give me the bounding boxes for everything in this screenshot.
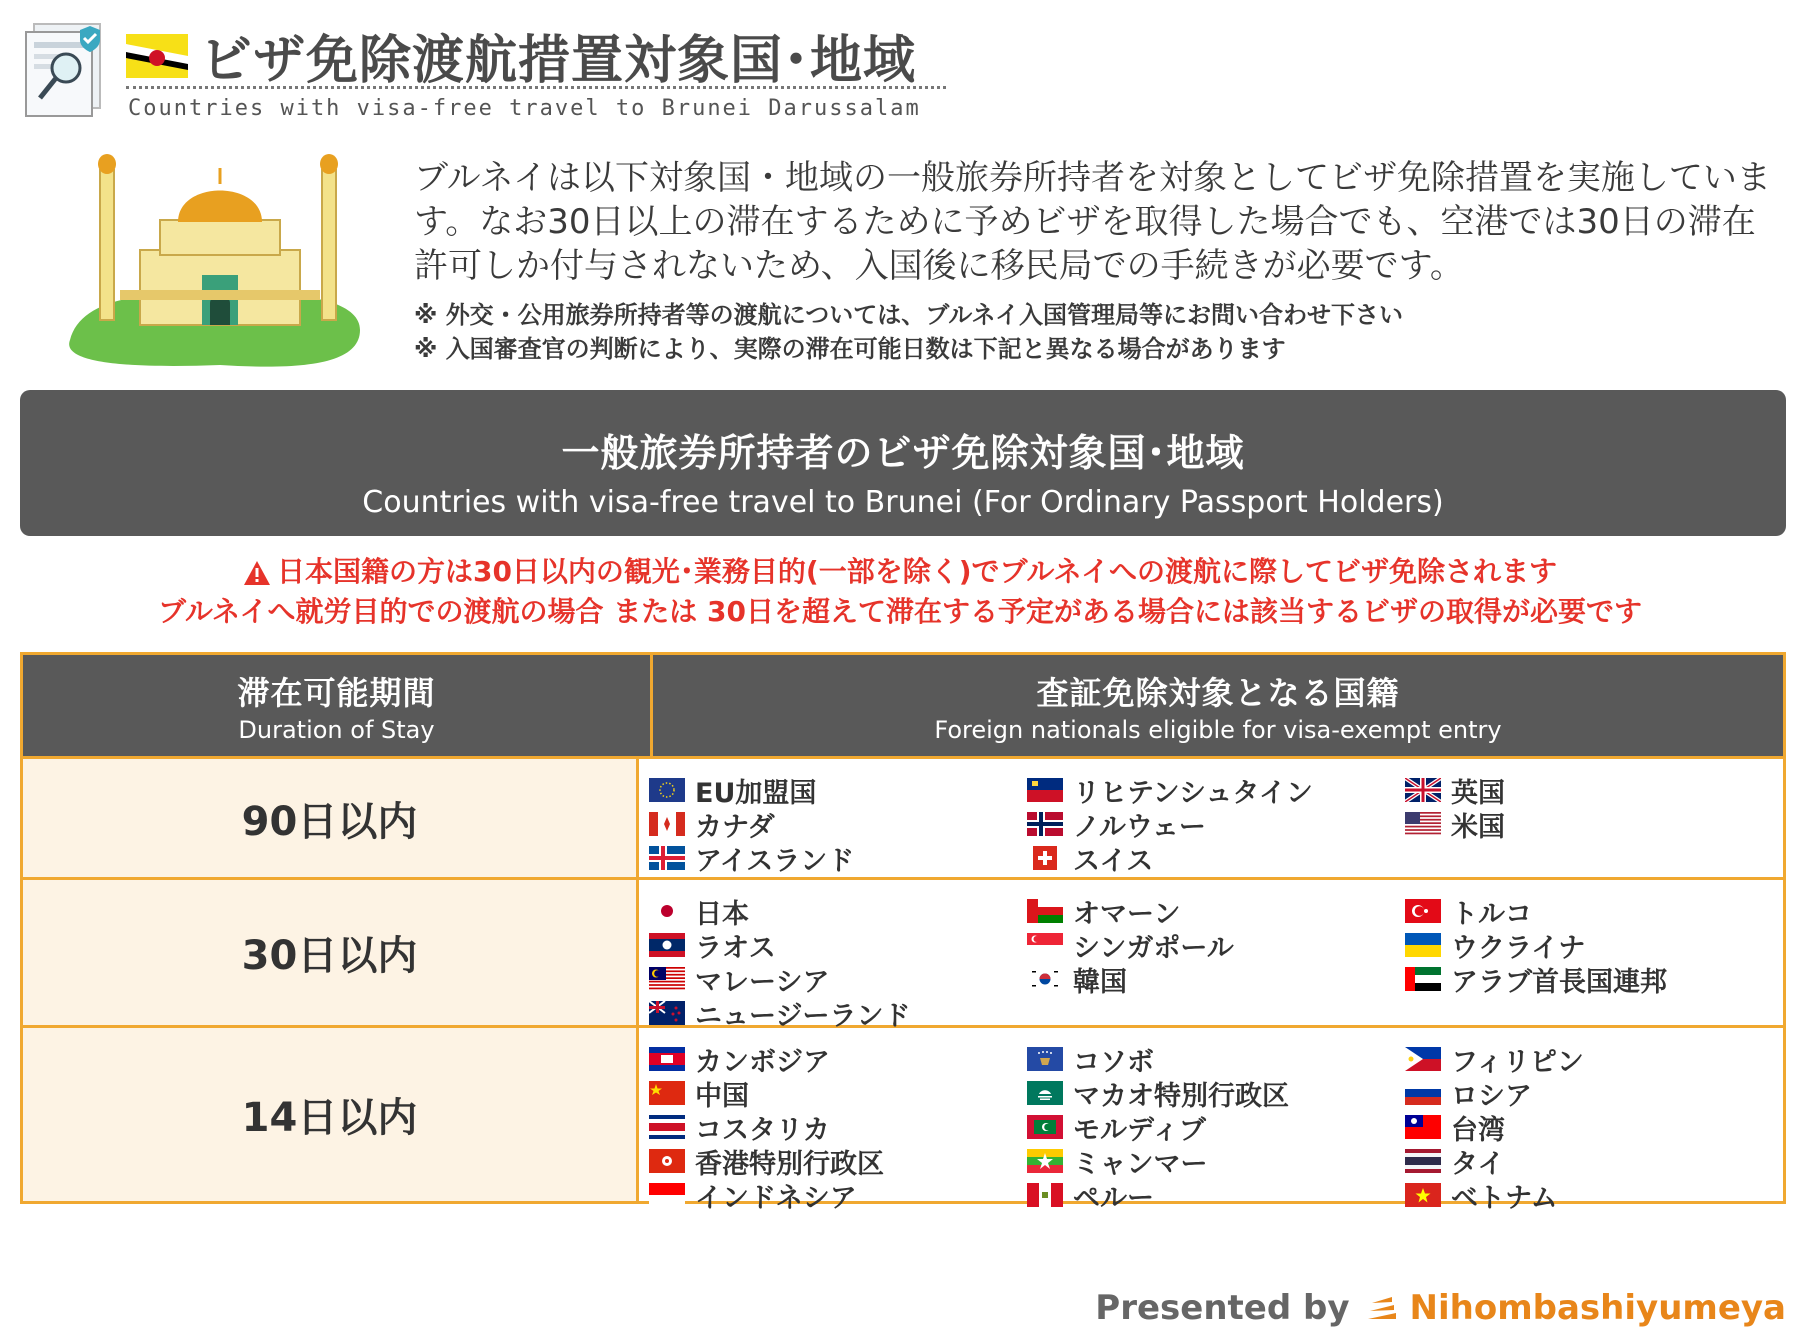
warning-block	[0, 552, 1800, 632]
country-name: 台湾	[1451, 1114, 1505, 1146]
header-countries-en: Foreign nationals eligible for visa-exempt entry	[934, 715, 1502, 744]
duration-cell: 14日以内	[23, 1028, 639, 1201]
country-name: リヒテンシュタイン	[1073, 777, 1313, 809]
country-name: ラオス	[695, 932, 776, 964]
title-row	[126, 18, 916, 93]
list-item	[649, 928, 1027, 962]
iceland-flag-icon	[649, 846, 685, 870]
brand-logo-icon	[1362, 1293, 1402, 1323]
list-item	[649, 773, 1027, 807]
country-column	[1027, 1042, 1405, 1214]
list-item	[649, 841, 1027, 875]
list-item	[1405, 807, 1783, 841]
indonesia-flag-icon	[649, 1183, 685, 1207]
kosovo-flag-icon	[1027, 1047, 1063, 1071]
list-item	[1405, 1042, 1783, 1076]
norway-flag-icon	[1027, 812, 1063, 836]
header-duration	[23, 655, 653, 756]
liechtenstein-flag-icon	[1027, 778, 1063, 802]
country-name: フィリピン	[1451, 1046, 1584, 1078]
country-column	[1027, 894, 1405, 1015]
macau-flag-icon	[1027, 1081, 1063, 1105]
list-item	[649, 962, 1027, 996]
list-item	[1027, 1110, 1405, 1144]
list-item	[649, 996, 1027, 1030]
country-name: 日本	[695, 898, 749, 930]
country-name: ニュージーランド	[695, 1000, 911, 1032]
country-name: ノルウェー	[1073, 811, 1206, 843]
country-name: コソボ	[1073, 1046, 1154, 1078]
country-name: コスタリカ	[695, 1114, 830, 1146]
list-item	[649, 807, 1027, 841]
oman-flag-icon	[1027, 899, 1063, 923]
countries-cell	[639, 880, 1783, 1032]
country-column	[649, 894, 1027, 1032]
canada-flag-icon	[649, 812, 685, 836]
country-column	[1405, 773, 1783, 867]
mosque-illustration-icon	[60, 140, 380, 370]
country-name: ベトナム	[1451, 1182, 1558, 1214]
myanmar-flag-icon	[1027, 1149, 1063, 1173]
country-column	[1405, 1042, 1783, 1214]
page-title: ビザ免除渡航措置対象国･地域	[200, 31, 917, 91]
list-item	[1027, 1076, 1405, 1110]
peru-flag-icon	[1027, 1183, 1063, 1207]
list-item	[1027, 962, 1405, 996]
cambodia-flag-icon	[649, 1047, 685, 1071]
note-immigration: ※ 入国審査官の判断により、実際の滞在可能日数は下記と異なる場合があります	[414, 335, 1286, 363]
brunei-flag-icon	[126, 34, 188, 78]
note-diplomatic: ※ 外交・公用旅券所持者等の渡航については、ブルネイ入国管理局等にお問い合わせ下さい	[414, 301, 1404, 329]
country-name: ペルー	[1073, 1182, 1154, 1214]
header-duration-en: Duration of Stay	[238, 715, 435, 744]
list-item	[1405, 894, 1783, 928]
presented-by-label: Presented by	[1095, 1288, 1350, 1328]
banner-title-en: Countries with visa-free travel to Brunei (For Ordinary Passport Holders)	[362, 485, 1444, 520]
document-magnifier-icon	[20, 20, 110, 120]
korea-flag-icon	[1027, 967, 1063, 991]
warning-triangle-icon	[243, 560, 271, 586]
country-name: カナダ	[695, 811, 775, 843]
table-row	[23, 759, 1783, 877]
usa-flag-icon	[1405, 812, 1441, 836]
country-name: 米国	[1451, 811, 1505, 843]
country-name: アイスランド	[695, 845, 855, 877]
country-name: アラブ首長国連邦	[1451, 966, 1667, 998]
list-item	[1027, 1178, 1405, 1212]
list-item	[649, 894, 1027, 928]
taiwan-flag-icon	[1405, 1115, 1441, 1139]
list-item	[649, 1144, 1027, 1178]
header-duration-jp: 滞在可能期間	[237, 673, 436, 712]
thailand-flag-icon	[1405, 1149, 1441, 1173]
countries-cell	[639, 759, 1783, 877]
turkey-flag-icon	[1405, 899, 1441, 923]
country-name: オマーン	[1073, 898, 1181, 930]
costa-rica-flag-icon	[649, 1115, 685, 1139]
new-zealand-flag-icon	[649, 1001, 685, 1025]
country-name: 英国	[1451, 777, 1505, 809]
ukraine-flag-icon	[1405, 933, 1441, 957]
list-item	[1027, 1144, 1405, 1178]
malaysia-flag-icon	[649, 967, 685, 991]
duration-cell: 90日以内	[23, 759, 639, 877]
list-item	[1405, 1178, 1783, 1212]
country-name: 中国	[695, 1080, 749, 1112]
country-name: マレーシア	[695, 966, 830, 998]
section-banner	[20, 390, 1786, 536]
list-item	[1405, 928, 1783, 962]
country-name: ロシア	[1451, 1080, 1532, 1112]
list-item	[1027, 928, 1405, 962]
list-item	[1405, 773, 1783, 807]
table-header	[23, 655, 1783, 759]
country-name: 香港特別行政区	[695, 1148, 884, 1180]
country-name: インドネシア	[695, 1182, 857, 1214]
russia-flag-icon	[1405, 1081, 1441, 1105]
warning-line-1: 日本国籍の方は30日以内の観光･業務目的(一部を除く)でブルネイへの渡航に際してビザ免除されます	[276, 555, 1558, 588]
list-item	[1027, 841, 1405, 875]
list-item	[1027, 773, 1405, 807]
country-name: マカオ特別行政区	[1073, 1080, 1289, 1112]
countries-cell	[639, 1028, 1783, 1214]
country-name: スイス	[1073, 845, 1154, 877]
title-divider	[126, 86, 946, 89]
country-name: EU加盟国	[695, 777, 817, 809]
list-item	[649, 1178, 1027, 1212]
country-name: ミャンマー	[1073, 1148, 1208, 1180]
uae-flag-icon	[1405, 967, 1441, 991]
country-column	[649, 1042, 1027, 1214]
duration-cell: 30日以内	[23, 880, 639, 1025]
country-column	[1405, 894, 1783, 1015]
list-item	[1405, 1144, 1783, 1178]
table-body	[23, 759, 1783, 1214]
warning-line-2: ブルネイへ就労目的での渡航の場合 または 30日を超えて滞在する予定がある場合には該当するビザの取得が必要です	[158, 595, 1642, 628]
list-item	[1405, 962, 1783, 996]
philippines-flag-icon	[1405, 1047, 1441, 1071]
intro-text: ブルネイは以下対象国・地域の一般旅券所持者を対象としてビザ免除措置を実施しています。なお30日以上の滞在するために予めビザを取得した場合でも、空港では30日の滞在許可しか付与されないため、入国後に移民局での手続きが必要です。	[414, 158, 1771, 286]
list-item	[649, 1042, 1027, 1076]
intro-notes	[414, 298, 1403, 366]
singapore-flag-icon	[1027, 933, 1063, 957]
visa-exemption-table	[20, 652, 1786, 1214]
list-item	[1405, 1076, 1783, 1110]
laos-flag-icon	[649, 933, 685, 957]
country-column	[649, 773, 1027, 877]
eu-flag-icon	[649, 778, 685, 802]
country-name: シンガポール	[1073, 932, 1234, 964]
list-item	[649, 1110, 1027, 1144]
country-name: 韓国	[1073, 966, 1127, 998]
table-row	[23, 1025, 1783, 1214]
uk-flag-icon	[1405, 778, 1441, 802]
header-countries-jp: 査証免除対象となる国籍	[1036, 673, 1400, 712]
list-item	[1027, 1042, 1405, 1076]
country-name: カンボジア	[695, 1046, 830, 1078]
hong-kong-flag-icon	[649, 1149, 685, 1173]
table-row	[23, 877, 1783, 1032]
country-name: モルディブ	[1073, 1114, 1206, 1146]
country-column	[1027, 773, 1405, 877]
header-countries	[653, 655, 1783, 756]
vietnam-flag-icon	[1405, 1183, 1441, 1207]
banner-title-jp: 一般旅券所持者のビザ免除対象国･地域	[561, 431, 1245, 475]
page-subtitle: Countries with visa-free travel to Brunei Darussalam	[128, 96, 921, 121]
list-item	[1405, 1110, 1783, 1144]
china-flag-icon	[649, 1081, 685, 1105]
list-item	[1027, 807, 1405, 841]
country-name: タイ	[1451, 1148, 1505, 1180]
list-item	[649, 1076, 1027, 1110]
footer-credit	[1095, 1288, 1786, 1328]
switzerland-flag-icon	[1027, 846, 1063, 870]
brand-name: Nihombashiyumeya	[1409, 1288, 1786, 1328]
maldives-flag-icon	[1027, 1115, 1063, 1139]
country-name: トルコ	[1451, 898, 1532, 930]
japan-flag-icon	[649, 899, 685, 923]
list-item	[1027, 894, 1405, 928]
country-name: ウクライナ	[1451, 932, 1586, 964]
